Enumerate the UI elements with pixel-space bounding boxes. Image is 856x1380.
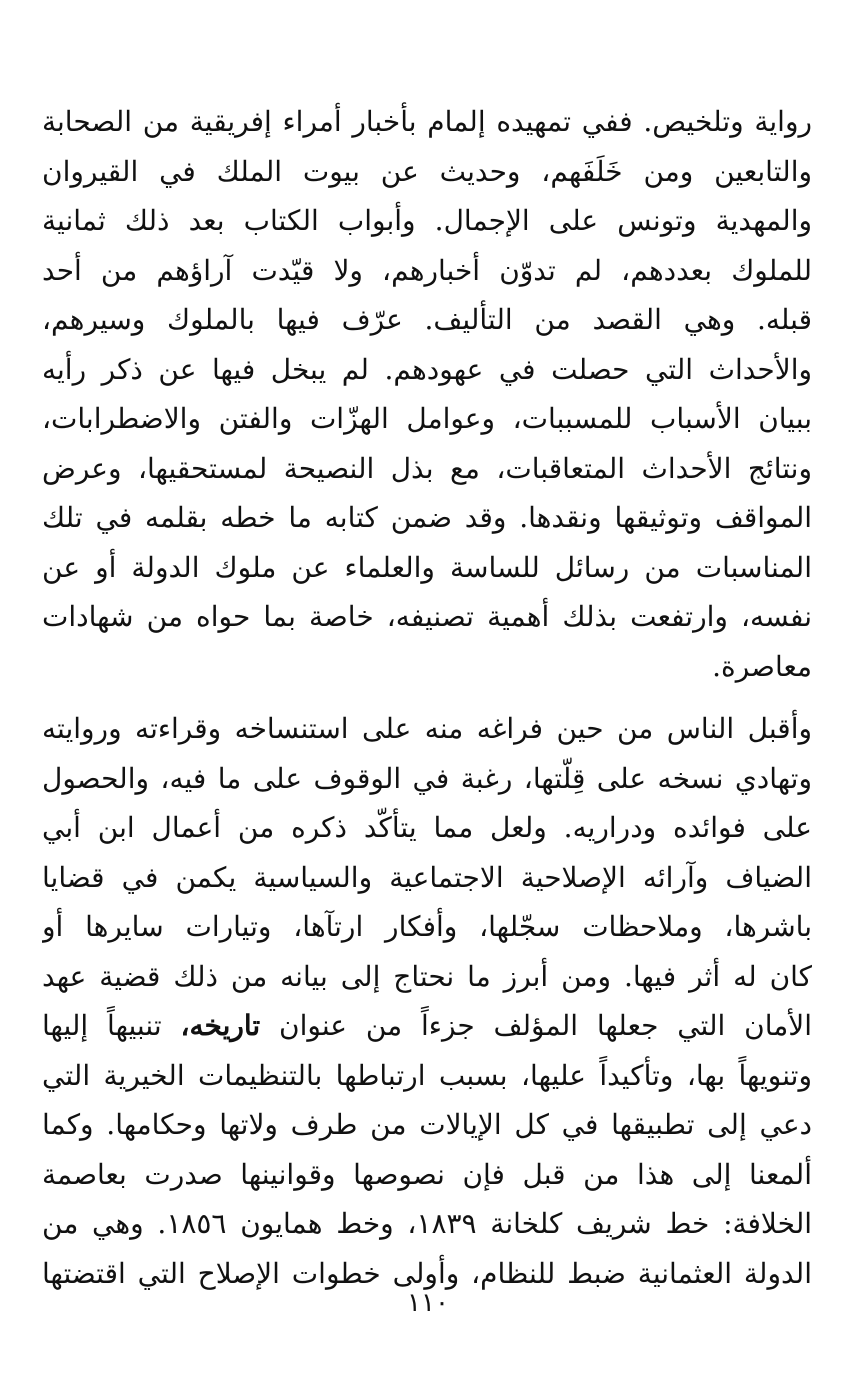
text-line: كان له أثر فيها. ومن أبرز ما نحتاج إلى بيانه من ذلك قضية عهد xyxy=(42,959,812,993)
text-line: دعي إلى تطبيقها في كل الإيالات من طرف ولاتها وحكامها. وكما xyxy=(42,1108,812,1141)
text-line: ببيان الأسباب للمسببات، وعوامل الهزّات والفتن والاضطرابات، xyxy=(42,402,812,435)
text-line: الخلافة: خط شريف كلخانة ١٨٣٩، وخط همايون ١٨٥٦. وهي من xyxy=(42,1207,812,1240)
text-line: الضياف وآرائه الإصلاحية الاجتماعية والسياسية يكمن في قضايا xyxy=(42,860,812,894)
text-line: وتنويهاً بها، وتأكيداً عليها، بسبب ارتباطها بالتنظيمات الخيرية التي xyxy=(42,1058,812,1092)
text-line: معاصرة. xyxy=(712,649,812,683)
text-line: على فوائده ودراريه. ولعل مما يتأكّد ذكره من أعمال ابن أبي xyxy=(42,811,812,844)
text-line: المواقف وتوثيقها ونقدها. وقد ضمن كتابه ما خطه بقلمه في تلك xyxy=(42,501,812,534)
text-line: للملوك بعددهم، لم تدوّن أخبارهم، ولا قيّدت آراؤهم من أحد xyxy=(42,253,812,287)
text-line: نفسه، وارتفعت بذلك أهمية تصنيفه، خاصة بما حواه من شهادات xyxy=(42,600,812,633)
text-line: ونتائج الأحداث المتعاقبات، مع بذل النصيحة لمستحقيها، وعرض xyxy=(42,451,812,485)
text-line: وتهادي نسخه على قِلّتها، رغبة في الوقوف على ما فيه، والحصول xyxy=(42,761,812,795)
text-segment: الأمان التي جعلها المؤلف جزءاً من عنوان xyxy=(260,1009,812,1042)
text-line: رواية وتلخيص. ففي تمهيده إلمام بأخبار أمراء إفريقية من الصحابة xyxy=(42,105,812,138)
bold-title-reference: تاريخه، xyxy=(180,1009,261,1042)
page-number: ١١٠ xyxy=(407,1288,449,1318)
text-line: والمهدية وتونس على الإجمال. وأبواب الكتاب بعد ذلك ثمانية xyxy=(42,204,812,237)
text-line: قبله. وهي القصد من التأليف. عرّف فيها بالملوك وسيرهم، xyxy=(42,303,812,336)
text-line: والأحداث التي حصلت في عهودهم. لم يبخل فيها عن ذكر رأيه xyxy=(42,352,812,386)
text-line: ألمعنا إلى هذا من قبل فإن نصوصها وقوانينها صدرت بعاصمة xyxy=(42,1157,812,1191)
paragraph-1 xyxy=(42,97,812,691)
text-segment: تنبيهاً إليها xyxy=(42,1009,181,1042)
paragraph-2 xyxy=(42,704,812,1298)
text-line: باشرها، وملاحظات سجّلها، وأفكار ارتآها، وتيارات سايرها أو xyxy=(42,910,812,943)
text-line: والتابعين ومن خَلَفَهم، وحديث عن بيوت الملك في القيروان xyxy=(42,154,812,188)
text-line: المناسبات من رسائل للساسة والعلماء عن ملوك الدولة أو عن xyxy=(42,550,812,584)
text-line xyxy=(42,1001,812,1051)
text-line: الدولة العثمانية ضبط للنظام، وأولى خطوات الإصلاح التي اقتضتها xyxy=(42,1256,812,1290)
text-line: وأقبل الناس من حين فراغه منه على استنساخه وقراءته وروايته xyxy=(42,712,812,745)
